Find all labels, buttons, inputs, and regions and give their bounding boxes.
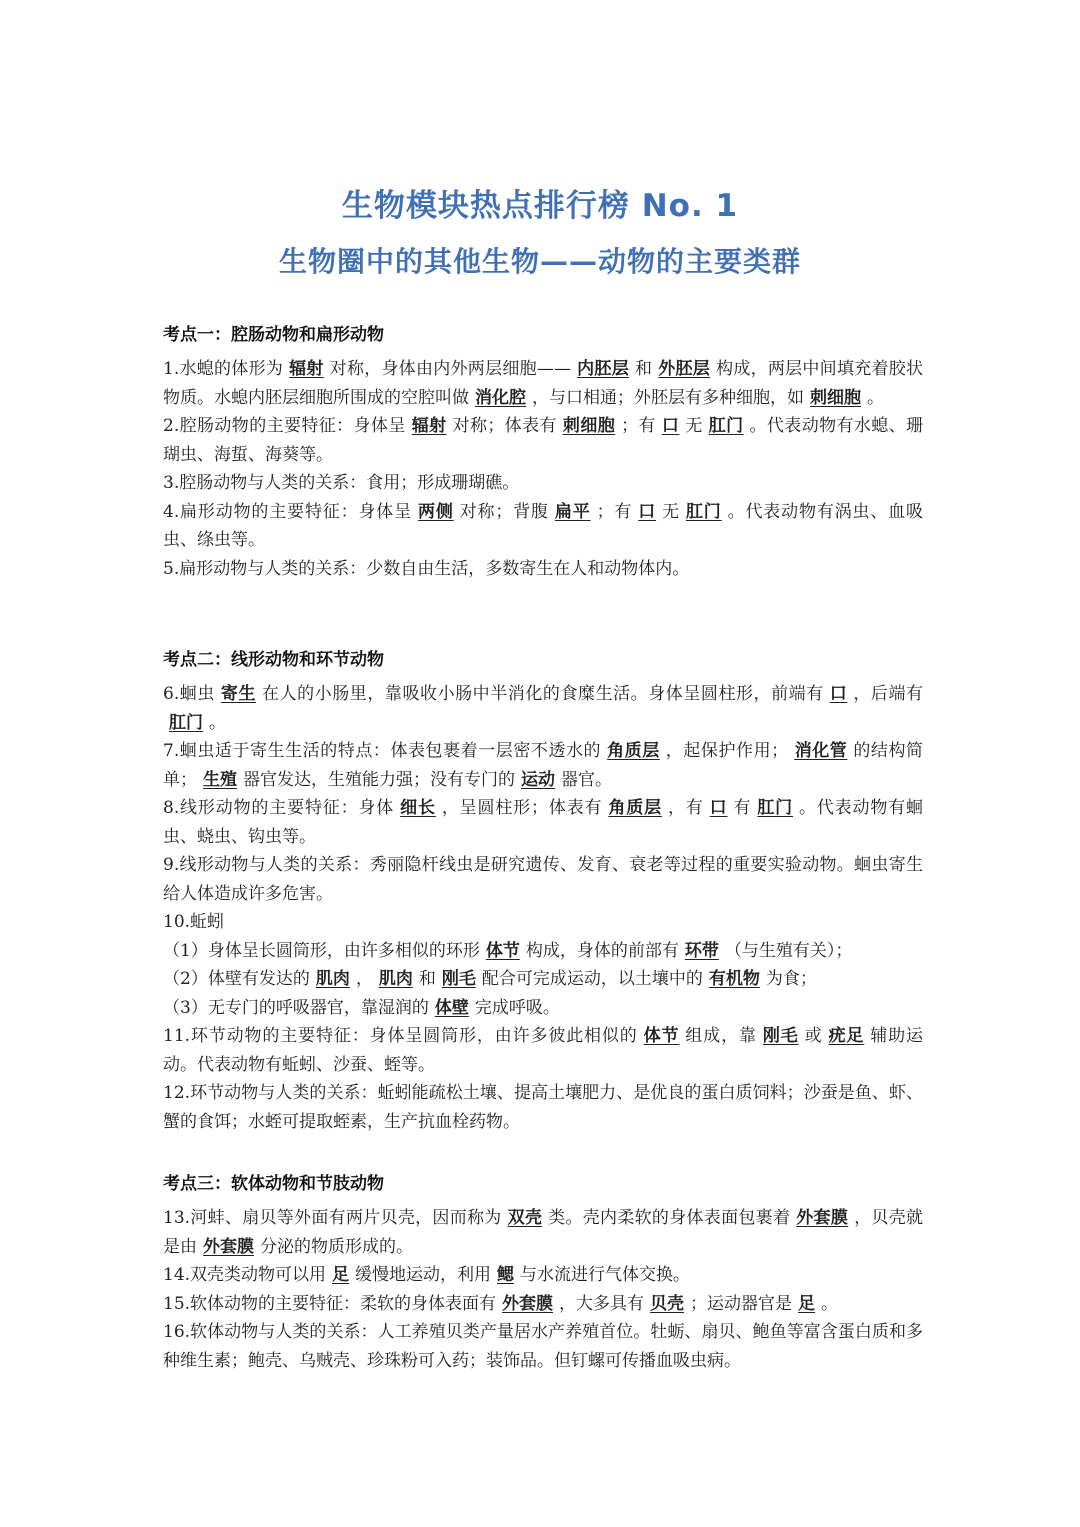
answer-blank: 肛门	[169, 712, 203, 733]
answer-blank: 鳃	[497, 1265, 515, 1285]
paragraph: 15.软体动物的主要特征：柔软的身体表面有 外套膜 ，大多具有 贝壳 ；运动器官是 足 。	[163, 1293, 839, 1314]
paragraph: （2）体壁有发达的 肌肉 ， 肌肉 和 刚毛 配合可完成运动，以土壤中的 有机物 为食；	[163, 969, 817, 989]
answer-blank: 贝壳	[650, 1293, 685, 1314]
paragraph: 12.环节动物与人类的关系：蚯蚓能疏松土壤、提高土壤肥力、是优良的蛋白质饲料；沙蚕是鱼、虾、蟹的食饵；水蛭可提取蛭素，生产抗血栓药物。	[163, 1083, 923, 1132]
paragraph: 14.双壳类动物可以用 足 缓慢地运动，利用 鳃 与水流进行气体交换。	[163, 1265, 691, 1285]
paragraph: （1）身体呈长圆筒形，由许多相似的环形 体节 构成，身体的前部有 环带 （与生殖有关）；	[163, 940, 853, 961]
answer-blank: 刚毛	[441, 969, 476, 989]
section-3	[163, 1170, 923, 1375]
answer-blank: 细长	[400, 798, 436, 818]
answer-blank: 肌肉	[378, 969, 413, 989]
answer-blank: 外套膜	[203, 1236, 254, 1257]
answer-blank: 口	[829, 684, 848, 704]
paragraph: 6.蛔虫 寄生 在人的小肠里，靠吸收小肠中半消化的食糜生活。身体呈圆柱形，前端有 口 ，后端有肛门 。	[163, 684, 924, 733]
paragraph: 9.线形动物与人类的关系：秀丽隐杆线虫是研究遗传、发育、衰老等过程的重要实验动物。蛔虫寄生给人体造成许多危害。	[163, 855, 923, 904]
paragraph: 11.环节动物的主要特征：身体呈圆筒形，由许多彼此相似的 体节 组成，靠 刚毛 或 疣足 辅助运动。代表动物有蚯蚓、沙蚕、蛭等。	[163, 1026, 924, 1075]
paragraph: 8.线形动物的主要特征：身体 细长 ，呈圆柱形；体表有 角质层 ，有 口 有 肛门 。代表动物有蛔虫、蛲虫、钩虫等。	[163, 798, 924, 847]
answer-blank: 运动	[521, 769, 555, 790]
answer-blank: 体壁	[434, 997, 469, 1018]
answer-blank: 刺细胞	[810, 387, 861, 408]
page-title: 生物模块热点排行榜 No. 1	[341, 188, 739, 224]
paragraph: 1.水螅的体形为 辐射 对称，身体由内外两层细胞—— 内胚层 和 外胚层 构成，两层中间填充着胶状物质。水螅内胚层细胞所围成的空腔叫做 消化腔 ，与口相通；外胚层有多种细胞，如 刺细胞 。	[163, 359, 924, 408]
answer-blank: 有机物	[708, 969, 760, 989]
answer-blank: 肌肉	[315, 969, 350, 989]
answer-blank: 外套膜	[502, 1293, 554, 1314]
section-heading: 考点三：软体动物和节肢动物	[163, 1174, 384, 1194]
answer-blank: 口	[661, 416, 680, 436]
answer-blank: 体节	[643, 1026, 680, 1046]
answer-blank: 辐射	[411, 416, 447, 436]
answer-blank: 寄生	[220, 684, 257, 704]
section-body	[163, 355, 923, 583]
answer-blank: 消化管	[794, 741, 848, 761]
answer-blank: 双壳	[507, 1208, 543, 1228]
answer-blank: 肛门	[685, 501, 722, 522]
section-heading: 考点一：腔肠动物和扁形动物	[163, 325, 384, 345]
answer-blank: 角质层	[608, 798, 662, 818]
section-body	[163, 1204, 923, 1375]
answer-blank: 生殖	[203, 769, 237, 790]
answer-blank: 内胚层	[576, 359, 629, 379]
paragraph: 4.扁形动物的主要特征：身体呈 两侧 对称；背腹 扁平 ；有 口 无 肛门 。代表动物有涡虫、血吸虫、绦虫等。	[163, 501, 924, 550]
page-subtitle: 生物圈中的其他生物——动物的主要类群	[278, 245, 801, 278]
answer-blank: 外套膜	[796, 1208, 849, 1228]
answer-blank: 两侧	[417, 501, 454, 522]
answer-blank: 刚毛	[762, 1026, 799, 1046]
paragraph: 7.蛔虫适于寄生生活的特点：体表包裹着一层密不透水的 角质层 ，起保护作用； 消化管 的结构简单； 生殖 器官发达，生殖能力强；没有专门的 运动 器官。	[163, 741, 924, 790]
paragraph: 10.蚯蚓	[163, 912, 225, 932]
answer-blank: 肛门	[708, 416, 744, 436]
answer-blank: 体节	[485, 940, 520, 961]
answer-blank: 消化腔	[475, 387, 526, 408]
answer-blank: 足	[798, 1293, 816, 1314]
section-1	[163, 321, 923, 583]
paragraph: 16.软体动物与人类的关系：人工养殖贝类产量居水产养殖首位。牡蛎、扇贝、鲍鱼等富含蛋白质和多种维生素；鲍壳、乌贼壳、珍珠粉可入药；装饰品。但钉螺可传播血吸虫病。	[163, 1322, 923, 1371]
answer-blank: 肛门	[757, 798, 793, 818]
answer-blank: 环带	[684, 940, 719, 961]
answer-blank: 刺细胞	[562, 416, 616, 436]
answer-blank: 口	[638, 501, 657, 522]
answer-blank: 疣足	[828, 1026, 865, 1046]
answer-blank: 辐射	[289, 359, 324, 379]
paragraph: 5.扁形动物与人类的关系：少数自由生活，多数寄生在人和动物体内。	[163, 558, 690, 579]
answer-blank: 足	[332, 1265, 350, 1285]
section-heading: 考点二：线形动物和环节动物	[163, 650, 384, 670]
section-body	[163, 680, 923, 1136]
answer-blank: 扁平	[554, 501, 591, 522]
paragraph: 3.腔肠动物与人类的关系：食用；形成珊瑚礁。	[163, 473, 520, 493]
section-2	[163, 646, 923, 1136]
answer-blank: 口	[709, 798, 728, 818]
paragraph: 13.河蚌、扇贝等外面有两片贝壳，因而称为 双壳 类。壳内柔软的身体表面包裹着 外套膜 ，贝壳就是由 外套膜 分泌的物质形成的。	[163, 1208, 924, 1257]
answer-blank: 外胚层	[658, 359, 711, 379]
answer-blank: 角质层	[607, 741, 660, 761]
paragraph: 2.腔肠动物的主要特征：身体呈 辐射 对称；体表有 刺细胞 ；有 口 无 肛门 。代表动物有水螅、珊瑚虫、海蜇、海葵等。	[163, 416, 924, 465]
paragraph: （3）无专门的呼吸器官，靠湿润的 体壁 完成呼吸。	[163, 997, 560, 1018]
